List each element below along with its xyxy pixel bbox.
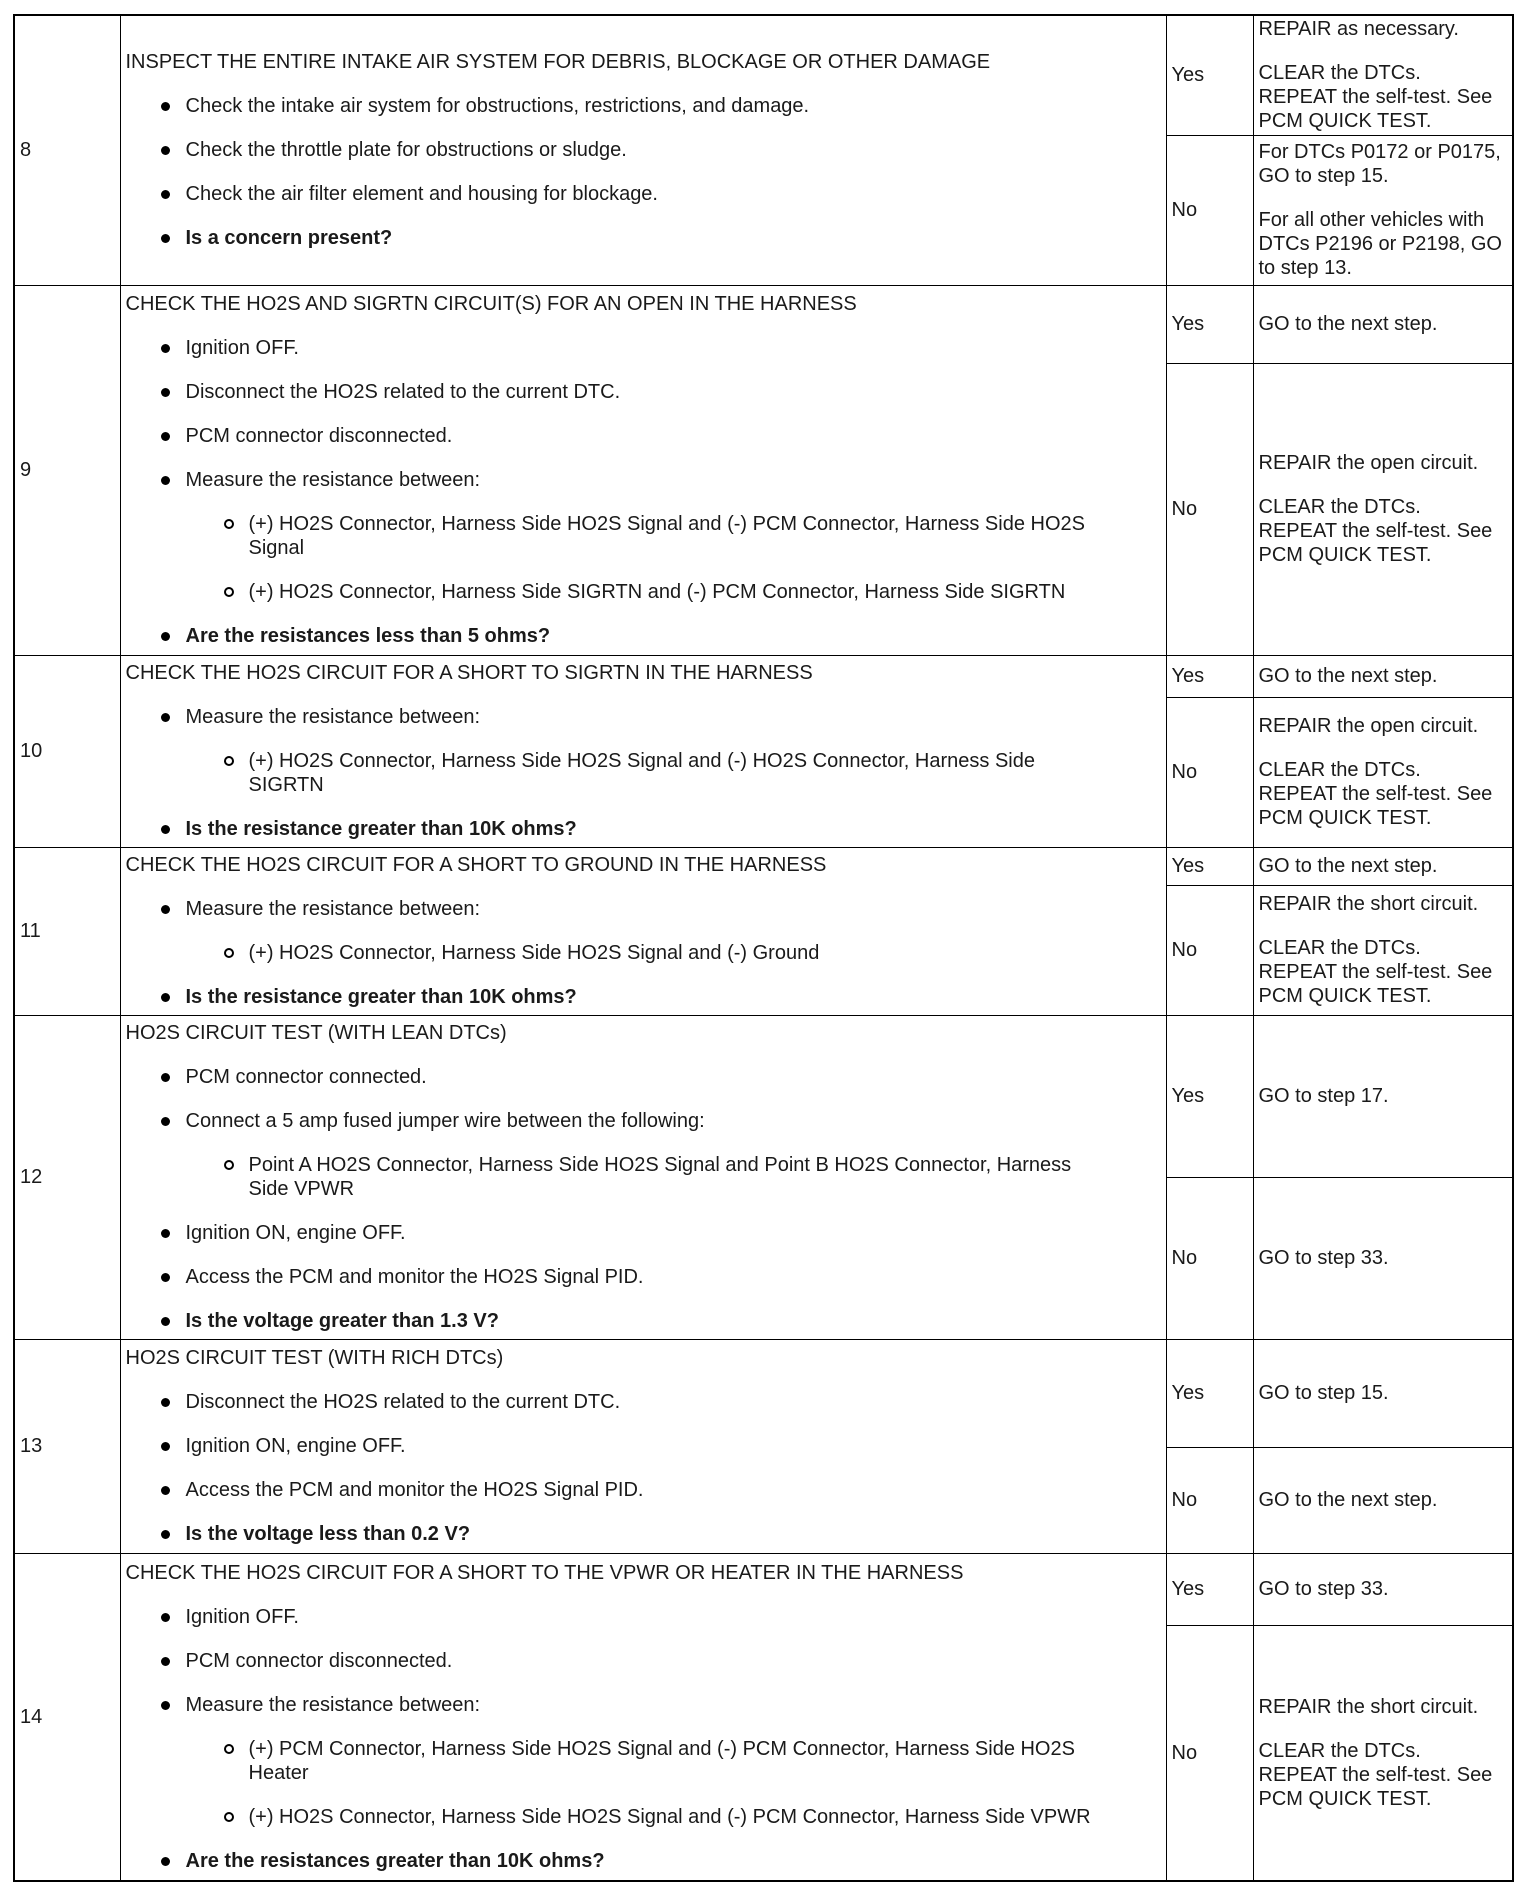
procedure-bullet: Connect a 5 amp fused jumper wire between the following: xyxy=(126,1109,1161,1133)
test-title: HO2S CIRCUIT TEST (WITH LEAN DTCs) xyxy=(125,1022,507,1044)
step-row-yes xyxy=(14,655,1513,697)
yes-label: Yes xyxy=(1166,15,1253,135)
action-line: CLEAR the DTCs. xyxy=(1258,62,1421,85)
no-label: No xyxy=(1166,697,1253,847)
procedure-bullet: Check the throttle plate for obstructions or sludge. xyxy=(126,138,1161,162)
step-number: 13 xyxy=(14,1339,120,1553)
no-label: No xyxy=(1166,885,1253,1015)
action-line: REPAIR the short circuit. xyxy=(1258,893,1479,915)
test-title: HO2S CIRCUIT TEST (WITH RICH DTCs) xyxy=(125,1347,504,1369)
action-line: REPAIR the short circuit. xyxy=(1258,1695,1479,1718)
sub-bullet-line: (+) HO2S Connector, Harness Side SIGRTN and (-) PCM Connector, Harness Side SIGRTN xyxy=(248,581,1066,603)
procedure-bullet: Disconnect the HO2S related to the current DTC. xyxy=(126,380,1161,404)
test-steps xyxy=(126,705,1161,841)
procedure-bullet: PCM connector disconnected. xyxy=(126,424,1161,448)
yes-label: Yes xyxy=(1166,285,1253,363)
test-steps xyxy=(126,94,1161,250)
procedure-sub-bullet xyxy=(126,1153,1161,1201)
test-question: Is the voltage less than 0.2 V? xyxy=(126,1522,1161,1546)
sub-bullet-line: (+) HO2S Connector, Harness Side HO2S Signal and (-) HO2S Connector, Harness Side xyxy=(248,750,1035,772)
procedure-bullet: Check the air filter element and housing for blockage. xyxy=(126,182,1161,206)
procedure-sub-bullet xyxy=(126,749,1161,797)
yes-action xyxy=(1253,655,1513,697)
action-line: GO to step 15. xyxy=(1258,1382,1389,1404)
test-question: Is the resistance greater than 10K ohms? xyxy=(126,817,1161,841)
procedure-sub-bullet xyxy=(126,512,1161,560)
test-question: Is a concern present? xyxy=(126,226,1161,250)
sub-bullet-line: Heater xyxy=(248,1761,309,1784)
step-row-yes xyxy=(14,1015,1513,1177)
procedure-bullet: PCM connector connected. xyxy=(126,1065,1161,1089)
action-paragraph xyxy=(1259,1488,1508,1512)
action-line: REPAIR the open circuit. xyxy=(1258,452,1479,474)
step-row-yes xyxy=(14,285,1513,363)
test-question: Are the resistances greater than 10K ohms? xyxy=(126,1849,1161,1873)
procedure-bullet: Ignition ON, engine OFF. xyxy=(126,1221,1161,1245)
action-paragraph xyxy=(1259,208,1508,280)
test-steps xyxy=(126,336,1161,648)
sub-bullet-line: SIGRTN xyxy=(248,774,324,796)
procedure-bullet: Check the intake air system for obstructions, restrictions, and damage. xyxy=(126,94,1161,118)
test-title: INSPECT THE ENTIRE INTAKE AIR SYSTEM FOR DEBRIS, BLOCKAGE OR OTHER DAMAGE xyxy=(125,51,991,74)
action-paragraph xyxy=(1259,1246,1508,1270)
action-paragraph xyxy=(1259,140,1508,188)
action-paragraph xyxy=(1259,1739,1508,1811)
action-paragraph xyxy=(1259,758,1508,830)
action-line: REPEAT the self-test. See xyxy=(1258,961,1493,983)
procedure-bullet: Measure the resistance between: xyxy=(126,468,1161,492)
yes-label: Yes xyxy=(1166,1015,1253,1177)
test-procedure xyxy=(120,1339,1166,1553)
sub-bullet-line: Signal xyxy=(248,537,305,559)
action-line: GO to step 33. xyxy=(1258,1247,1389,1269)
procedure-bullet: Ignition ON, engine OFF. xyxy=(126,1434,1161,1458)
test-title: CHECK THE HO2S AND SIGRTN CIRCUIT(S) FOR AN OPEN IN THE HARNESS xyxy=(125,293,857,315)
action-line: CLEAR the DTCs. xyxy=(1258,1739,1421,1762)
action-paragraph xyxy=(1259,936,1508,1008)
test-procedure xyxy=(120,655,1166,847)
action-paragraph xyxy=(1259,1695,1508,1719)
no-label: No xyxy=(1166,1177,1253,1339)
action-line: REPEAT the self-test. See xyxy=(1258,783,1493,805)
yes-action xyxy=(1253,1553,1513,1625)
procedure-bullet: Measure the resistance between: xyxy=(126,897,1161,921)
sub-bullet-line: Point A HO2S Connector, Harness Side HO2S Signal and Point B HO2S Connector, Harness xyxy=(248,1154,1072,1176)
step-row-yes xyxy=(14,847,1513,885)
procedure-bullet: Ignition OFF. xyxy=(126,1605,1161,1629)
action-line: GO to the next step. xyxy=(1258,313,1438,335)
action-paragraph xyxy=(1259,854,1508,878)
procedure-bullet: Access the PCM and monitor the HO2S Signal PID. xyxy=(126,1478,1161,1502)
action-paragraph xyxy=(1259,714,1508,738)
step-row-yes xyxy=(14,1553,1513,1625)
procedure-bullet: Ignition OFF. xyxy=(126,336,1161,360)
yes-label: Yes xyxy=(1166,655,1253,697)
procedure-bullet: PCM connector disconnected. xyxy=(126,1649,1161,1673)
action-line: REPEAT the self-test. See xyxy=(1258,1763,1493,1786)
step-row-yes xyxy=(14,15,1513,135)
no-action xyxy=(1253,1447,1513,1553)
yes-label: Yes xyxy=(1166,1339,1253,1447)
action-line: For all other vehicles with xyxy=(1258,209,1485,231)
action-line: For DTCs P0172 or P0175, xyxy=(1258,141,1501,163)
procedure-sub-bullet xyxy=(126,1737,1161,1785)
action-line: REPEAT the self-test. See xyxy=(1258,520,1493,542)
step-number: 12 xyxy=(14,1015,120,1339)
procedure-bullet: Measure the resistance between: xyxy=(126,1693,1161,1717)
test-procedure xyxy=(120,15,1166,285)
test-question: Is the voltage greater than 1.3 V? xyxy=(126,1309,1161,1333)
test-title: CHECK THE HO2S CIRCUIT FOR A SHORT TO GROUND IN THE HARNESS xyxy=(125,854,827,876)
step-number: 10 xyxy=(14,655,120,847)
no-action xyxy=(1253,697,1513,847)
action-paragraph xyxy=(1259,1577,1508,1601)
action-line: GO to the next step. xyxy=(1258,665,1438,687)
test-question: Is the resistance greater than 10K ohms? xyxy=(126,985,1161,1009)
procedure-bullet: Disconnect the HO2S related to the current DTC. xyxy=(126,1390,1161,1414)
procedure-bullet: Access the PCM and monitor the HO2S Signal PID. xyxy=(126,1265,1161,1289)
action-line: CLEAR the DTCs. xyxy=(1258,496,1421,518)
action-paragraph xyxy=(1259,17,1508,41)
test-steps xyxy=(126,1605,1161,1873)
test-steps xyxy=(126,1390,1161,1546)
yes-action xyxy=(1253,1015,1513,1177)
action-line: GO to step 15. xyxy=(1258,165,1389,187)
step-number: 11 xyxy=(14,847,120,1015)
action-line: PCM QUICK TEST. xyxy=(1258,985,1432,1007)
diagnostic-table-body xyxy=(14,15,1513,1881)
no-label: No xyxy=(1166,1625,1253,1881)
action-paragraph xyxy=(1259,892,1508,916)
test-procedure xyxy=(120,285,1166,655)
action-paragraph xyxy=(1259,1084,1508,1108)
action-line: to step 13. xyxy=(1258,257,1352,279)
action-paragraph xyxy=(1259,1381,1508,1405)
sub-bullet-line: (+) HO2S Connector, Harness Side HO2S Signal and (-) PCM Connector, Harness Side VPWR xyxy=(248,1805,1091,1828)
action-line: REPAIR the open circuit. xyxy=(1258,715,1479,737)
action-line: PCM QUICK TEST. xyxy=(1258,544,1432,566)
sub-bullet-line: Side VPWR xyxy=(248,1178,355,1200)
action-line: REPEAT the self-test. See xyxy=(1258,86,1493,109)
diagnostic-table xyxy=(13,14,1514,1882)
test-title: CHECK THE HO2S CIRCUIT FOR A SHORT TO THE VPWR OR HEATER IN THE HARNESS xyxy=(125,1561,964,1584)
procedure-sub-bullet xyxy=(126,1805,1161,1829)
yes-label: Yes xyxy=(1166,847,1253,885)
action-line: REPAIR as necessary. xyxy=(1258,18,1459,41)
no-action xyxy=(1253,363,1513,655)
yes-action xyxy=(1253,847,1513,885)
no-label: No xyxy=(1166,1447,1253,1553)
test-procedure xyxy=(120,1553,1166,1881)
no-label: No xyxy=(1166,363,1253,655)
action-line: DTCs P2196 or P2198, GO xyxy=(1258,233,1502,255)
action-line: CLEAR the DTCs. xyxy=(1258,937,1421,959)
no-action xyxy=(1253,1625,1513,1881)
no-label: No xyxy=(1166,135,1253,285)
test-title: CHECK THE HO2S CIRCUIT FOR A SHORT TO SIGRTN IN THE HARNESS xyxy=(125,662,813,684)
step-row-yes xyxy=(14,1339,1513,1447)
yes-action xyxy=(1253,285,1513,363)
action-line: PCM QUICK TEST. xyxy=(1258,1787,1432,1810)
procedure-sub-bullet xyxy=(126,941,1161,965)
action-paragraph xyxy=(1259,61,1508,133)
test-procedure xyxy=(120,847,1166,1015)
test-steps xyxy=(126,897,1161,1009)
action-paragraph xyxy=(1259,495,1508,567)
action-line: GO to the next step. xyxy=(1258,855,1438,877)
action-line: PCM QUICK TEST. xyxy=(1258,807,1432,829)
test-procedure xyxy=(120,1015,1166,1339)
no-action xyxy=(1253,135,1513,285)
action-paragraph xyxy=(1259,312,1508,336)
no-action xyxy=(1253,1177,1513,1339)
step-number: 9 xyxy=(14,285,120,655)
action-paragraph xyxy=(1259,451,1508,475)
sub-bullet-line: (+) HO2S Connector, Harness Side HO2S Signal and (-) PCM Connector, Harness Side HO2S xyxy=(248,513,1085,535)
action-line: CLEAR the DTCs. xyxy=(1258,759,1421,781)
procedure-bullet: Measure the resistance between: xyxy=(126,705,1161,729)
action-line: GO to the next step. xyxy=(1258,1489,1438,1511)
action-paragraph xyxy=(1259,664,1508,688)
sub-bullet-line: (+) HO2S Connector, Harness Side HO2S Signal and (-) Ground xyxy=(248,942,820,964)
step-number: 14 xyxy=(14,1553,120,1881)
yes-label: Yes xyxy=(1166,1553,1253,1625)
action-line: GO to step 17. xyxy=(1258,1085,1389,1107)
no-action xyxy=(1253,885,1513,1015)
procedure-sub-bullet xyxy=(126,580,1161,604)
action-line: PCM QUICK TEST. xyxy=(1258,110,1432,133)
yes-action xyxy=(1253,15,1513,135)
test-question: Are the resistances less than 5 ohms? xyxy=(126,624,1161,648)
sub-bullet-line: (+) PCM Connector, Harness Side HO2S Signal and (-) PCM Connector, Harness Side HO2S xyxy=(248,1737,1075,1760)
yes-action xyxy=(1253,1339,1513,1447)
step-number: 8 xyxy=(14,15,120,285)
action-line: GO to step 33. xyxy=(1258,1578,1389,1600)
test-steps xyxy=(126,1065,1161,1333)
